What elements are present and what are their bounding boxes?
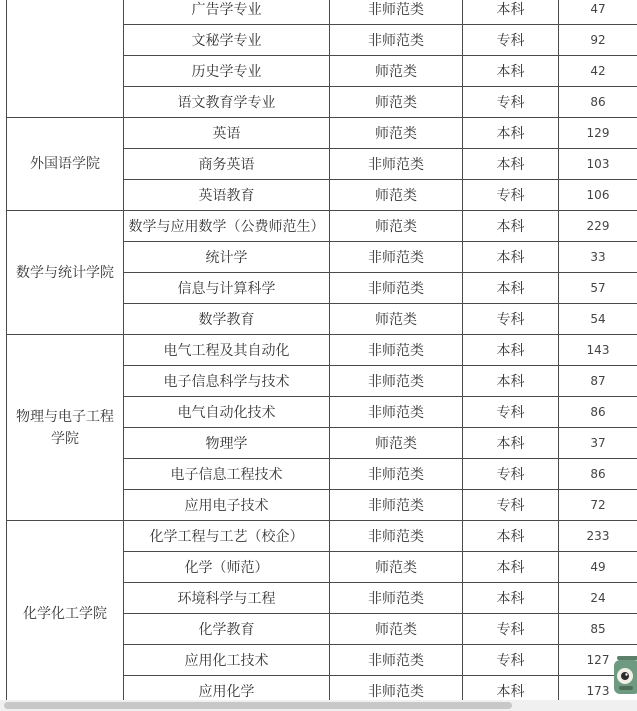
category-cell: 非师范类	[330, 242, 463, 273]
table-row	[7, 211, 637, 242]
college-cell	[7, 0, 124, 118]
college-cell: 数学与统计学院	[7, 211, 124, 335]
level-cell: 本科	[463, 211, 559, 242]
count-cell: 42	[559, 56, 637, 87]
level-cell: 本科	[463, 676, 559, 707]
level-cell: 本科	[463, 521, 559, 552]
major-cell: 物理学	[124, 428, 330, 459]
level-cell: 专科	[463, 304, 559, 335]
college-cell: 外国语学院	[7, 118, 124, 211]
count-cell: 143	[559, 335, 637, 366]
major-cell: 电气工程及其自动化	[124, 335, 330, 366]
major-cell: 电子信息工程技术	[124, 459, 330, 490]
level-cell: 专科	[463, 490, 559, 521]
category-cell: 师范类	[330, 211, 463, 242]
scrollbar-thumb[interactable]	[4, 702, 512, 709]
major-cell: 化学工程与工艺（校企）	[124, 521, 330, 552]
count-cell: 106	[559, 180, 637, 211]
college-cell: 化学化工学院	[7, 521, 124, 707]
majors-table	[6, 0, 637, 707]
category-cell: 非师范类	[330, 459, 463, 490]
category-cell: 师范类	[330, 428, 463, 459]
level-cell: 专科	[463, 180, 559, 211]
category-cell: 非师范类	[330, 583, 463, 614]
count-cell: 49	[559, 552, 637, 583]
category-cell: 非师范类	[330, 521, 463, 552]
level-cell: 本科	[463, 428, 559, 459]
major-cell: 化学教育	[124, 614, 330, 645]
count-cell: 33	[559, 242, 637, 273]
major-cell: 环境科学与工程	[124, 583, 330, 614]
count-cell: 87	[559, 366, 637, 397]
count-cell: 103	[559, 149, 637, 180]
count-cell: 72	[559, 490, 637, 521]
category-cell: 师范类	[330, 614, 463, 645]
count-cell: 57	[559, 273, 637, 304]
major-cell: 语文教育学专业	[124, 87, 330, 118]
major-cell: 信息与计算科学	[124, 273, 330, 304]
level-cell: 本科	[463, 56, 559, 87]
major-cell: 数学教育	[124, 304, 330, 335]
major-cell: 商务英语	[124, 149, 330, 180]
majors-table-body	[7, 0, 637, 707]
level-cell: 专科	[463, 614, 559, 645]
level-cell: 本科	[463, 552, 559, 583]
level-cell: 专科	[463, 397, 559, 428]
major-cell: 电气自动化技术	[124, 397, 330, 428]
level-cell: 本科	[463, 242, 559, 273]
count-cell: 229	[559, 211, 637, 242]
level-cell: 本科	[463, 118, 559, 149]
level-cell: 本科	[463, 0, 559, 25]
category-cell: 非师范类	[330, 366, 463, 397]
count-cell: 129	[559, 118, 637, 149]
level-cell: 本科	[463, 583, 559, 614]
category-cell: 师范类	[330, 56, 463, 87]
category-cell: 非师范类	[330, 273, 463, 304]
major-cell: 统计学	[124, 242, 330, 273]
table-row	[7, 521, 637, 552]
category-cell: 非师范类	[330, 0, 463, 25]
count-cell: 47	[559, 0, 637, 25]
major-cell: 英语	[124, 118, 330, 149]
count-cell: 86	[559, 459, 637, 490]
major-cell: 英语教育	[124, 180, 330, 211]
count-cell: 54	[559, 304, 637, 335]
level-cell: 专科	[463, 645, 559, 676]
count-cell: 92	[559, 25, 637, 56]
major-cell: 化学（师范）	[124, 552, 330, 583]
table-row	[7, 118, 637, 149]
major-cell: 应用化学	[124, 676, 330, 707]
major-cell: 文秘学专业	[124, 25, 330, 56]
count-cell: 85	[559, 614, 637, 645]
level-cell: 专科	[463, 459, 559, 490]
major-cell: 应用化工技术	[124, 645, 330, 676]
category-cell: 师范类	[330, 552, 463, 583]
count-cell: 127	[559, 645, 637, 676]
category-cell: 师范类	[330, 87, 463, 118]
major-cell: 历史学专业	[124, 56, 330, 87]
college-cell: 物理与电子工程学院	[7, 335, 124, 521]
category-cell: 非师范类	[330, 335, 463, 366]
category-cell: 非师范类	[330, 645, 463, 676]
robot-mascot-icon[interactable]	[611, 652, 637, 702]
level-cell: 本科	[463, 335, 559, 366]
count-cell: 173	[559, 676, 637, 707]
major-cell: 应用电子技术	[124, 490, 330, 521]
level-cell: 本科	[463, 149, 559, 180]
category-cell: 师范类	[330, 304, 463, 335]
major-cell: 电子信息科学与技术	[124, 366, 330, 397]
major-cell: 数学与应用数学（公费师范生）	[124, 211, 330, 242]
level-cell: 专科	[463, 25, 559, 56]
level-cell: 专科	[463, 87, 559, 118]
count-cell: 86	[559, 397, 637, 428]
category-cell: 非师范类	[330, 149, 463, 180]
category-cell: 师范类	[330, 118, 463, 149]
count-cell: 24	[559, 583, 637, 614]
level-cell: 本科	[463, 366, 559, 397]
table-row	[7, 335, 637, 366]
category-cell: 非师范类	[330, 490, 463, 521]
count-cell: 37	[559, 428, 637, 459]
major-cell: 广告学专业	[124, 0, 330, 25]
level-cell: 本科	[463, 273, 559, 304]
category-cell: 非师范类	[330, 676, 463, 707]
count-cell: 233	[559, 521, 637, 552]
category-cell: 师范类	[330, 180, 463, 211]
count-cell: 86	[559, 87, 637, 118]
horizontal-scrollbar[interactable]	[0, 700, 637, 711]
table-row	[7, 0, 637, 25]
category-cell: 非师范类	[330, 397, 463, 428]
category-cell: 非师范类	[330, 25, 463, 56]
